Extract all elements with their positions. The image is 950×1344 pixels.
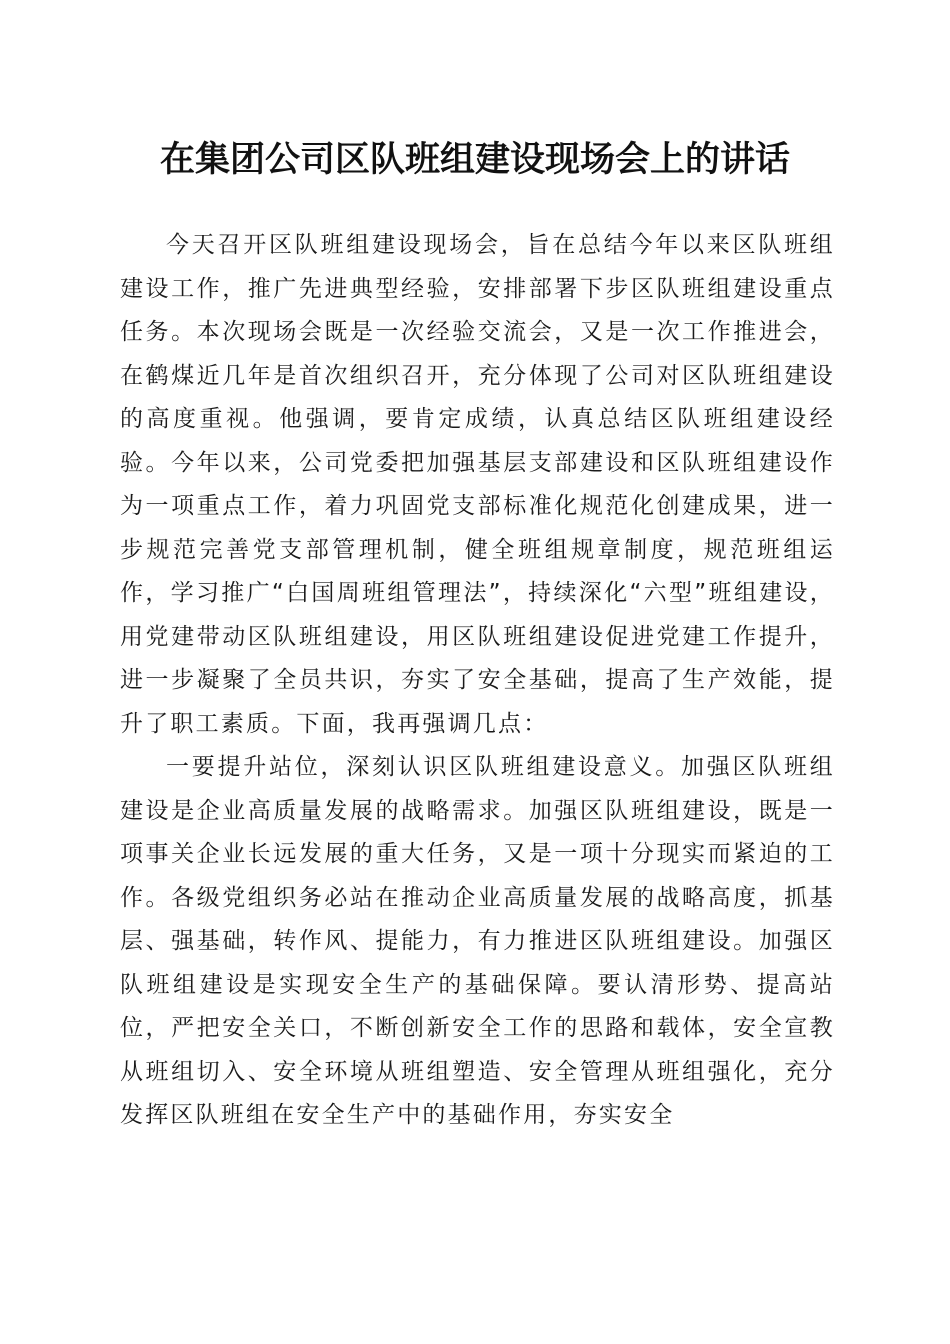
document-body (120, 224, 835, 1138)
document-title: 在集团公司区队班组建设现场会上的讲话 (159, 139, 790, 180)
paragraph-2: 一要提升站位，深刻认识区队班组建设意义。加强区队班组建设是企业高质量发展的战略需求。加强区队班组建设，既是一项事关企业长远发展的重大任务，又是一项十分现实而紧迫的工作。各级党组织务必站在推动企业高质量发展的战略高度，抓基层、强基础，转作风、提能力，有力推进区队班组建设。加强区队班组建设是实现安全生产的基础保障。要认清形势、提高站位，严把安全关口，不断创新安全工作的思路和载体，安全宣教从班组切入、安全环境从班组塑造、安全管理从班组强化，充分发挥区队班组在安全生产中的基础作用，夯实安全 (120, 754, 835, 1128)
paragraph-1: 今天召开区队班组建设现场会，旨在总结今年以来区队班组建设工作，推广先进典型经验，安排部署下步区队班组建设重点任务。本次现场会既是一次经验交流会，又是一次工作推进会，在鹤煤近几年是首次组织召开，充分体现了公司对区队班组建设的高度重视。他强调，要肯定成绩，认真总结区队班组建设经验。今年以来，公司党委把加强基层支部建设和区队班组建设作为一项重点工作，着力巩固党支部标准化规范化创建成果，进一步规范完善党支部管理机制，健全班组规章制度，规范班组运作，学习推广“白国周班组管理法”，持续深化“六型”班组建设，用党建带动区队班组建设，用区队班组建设促进党建工作提升，进一步凝聚了全员共识，夯实了安全基础，提高了生产效能，提升了职工素质。下面，我再强调几点： (120, 232, 835, 737)
